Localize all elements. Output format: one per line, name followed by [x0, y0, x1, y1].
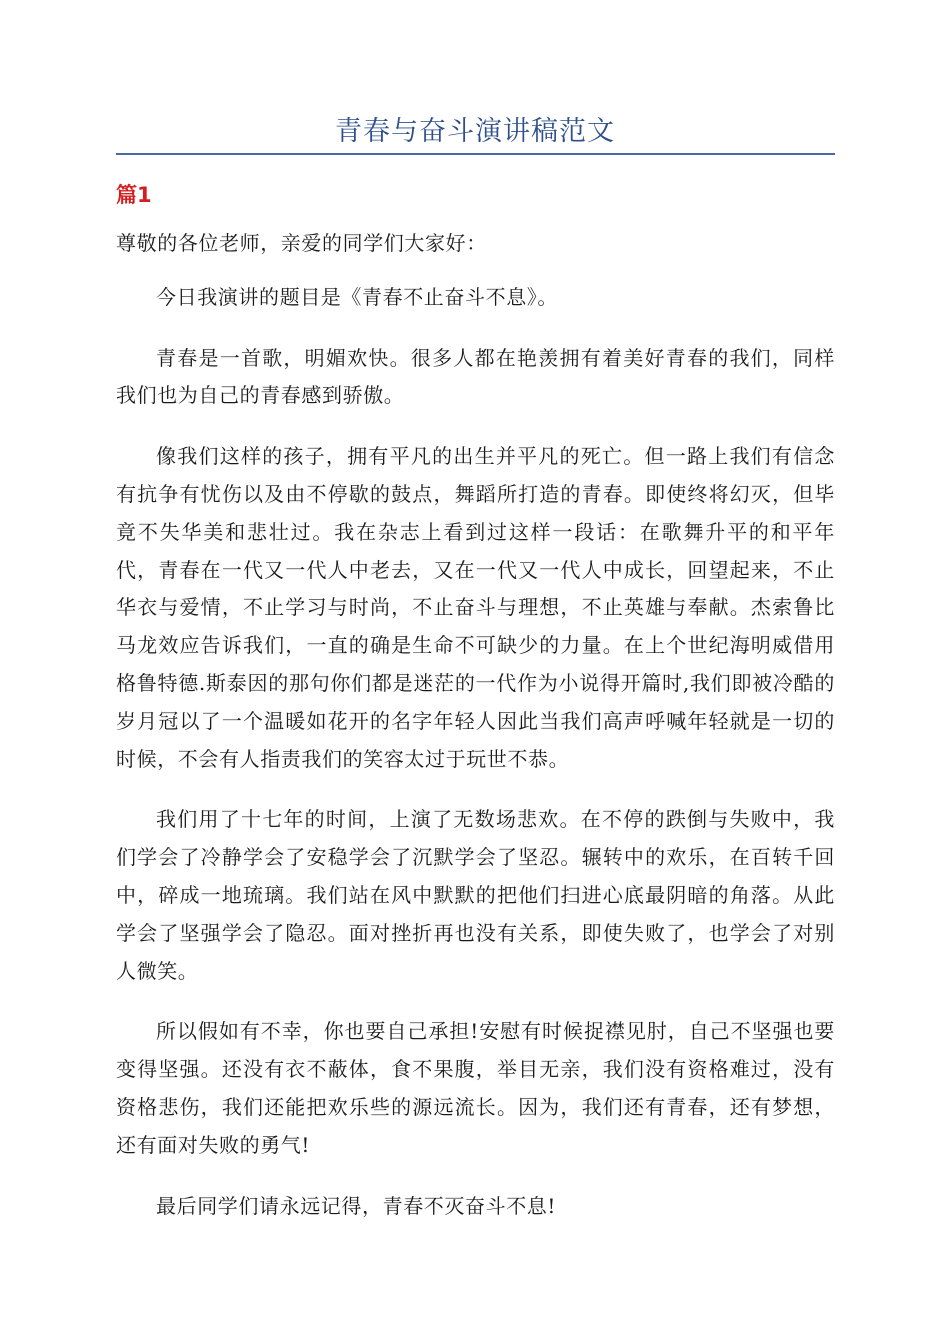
document-title: 青春与奋斗演讲稿范文 — [335, 116, 615, 147]
greeting-paragraph: 尊敬的各位老师，亲爱的同学们大家好： — [116, 231, 487, 255]
body-paragraph: 青春是一首歌，明媚欢快。很多人都在艳羡拥有着美好青春的我们，同样我们也为自己的青春感到骄傲。 — [116, 345, 835, 408]
body-paragraph: 我们用了十七年的时间，上演了无数场悲欢。在不停的跌倒与失败中，我们学会了冷静学会了安稳学会了沉默学会了坚忍。辗转中的欢乐，在百转千回中，碎成一地琉璃。我们站在风中默默的把他们扫进心底最阴暗的角落。从此学会了坚强学会了隐忍。面对挫折再也没有关系，即使失败了，也学会了对别人微笑。 — [116, 807, 835, 983]
document-body — [116, 225, 835, 1248]
section-heading: 篇1 — [116, 183, 152, 207]
body-paragraph: 所以假如有不幸，你也要自己承担!安慰有时候捉襟见肘，自己不坚强也要变得坚强。还没有衣不蔽体，食不果腹，举目无亲，我们没有资格难过，没有资格悲伤，我们还能把欢乐些的源远流长。因为，我们还有青春，还有梦想，还有面对失败的勇气! — [116, 1019, 835, 1157]
closing-paragraph: 最后同学们请永远记得，青春不灭奋斗不息! — [156, 1193, 557, 1218]
body-paragraph: 今日我演讲的题目是《青春不止奋斗不息》。 — [156, 284, 558, 309]
body-paragraph: 像我们这样的孩子，拥有平凡的出生并平凡的死亡。但一路上我们有信念有抗争有忧伤以及由不停歇的鼓点，舞蹈所打造的青春。即使终将幻灭，但毕竟不失华美和悲壮过。我在杂志上看到过这样一段话：在歌舞升平的和平年代，青春在一代又一代人中老去，又在一代又一代人中成长，回望起来，不止华衣与爱情，不止学习与时尚，不止奋斗与理想，不止英雄与奉献。杰索鲁比马龙效应告诉我们，一直的确是生命不可缺少的力量。在上个世纪海明威借用格鲁特德.斯泰因的那句你们都是迷茫的一代作为小说得开篇时,我们即被冷酷的岁月冠以了一个温暖如花开的名字年轻人因此当我们高声呼喊年轻就是一切的时候，不会有人指责我们的笑容太过于玩世不恭。 — [116, 444, 835, 771]
title-underline — [116, 153, 835, 155]
